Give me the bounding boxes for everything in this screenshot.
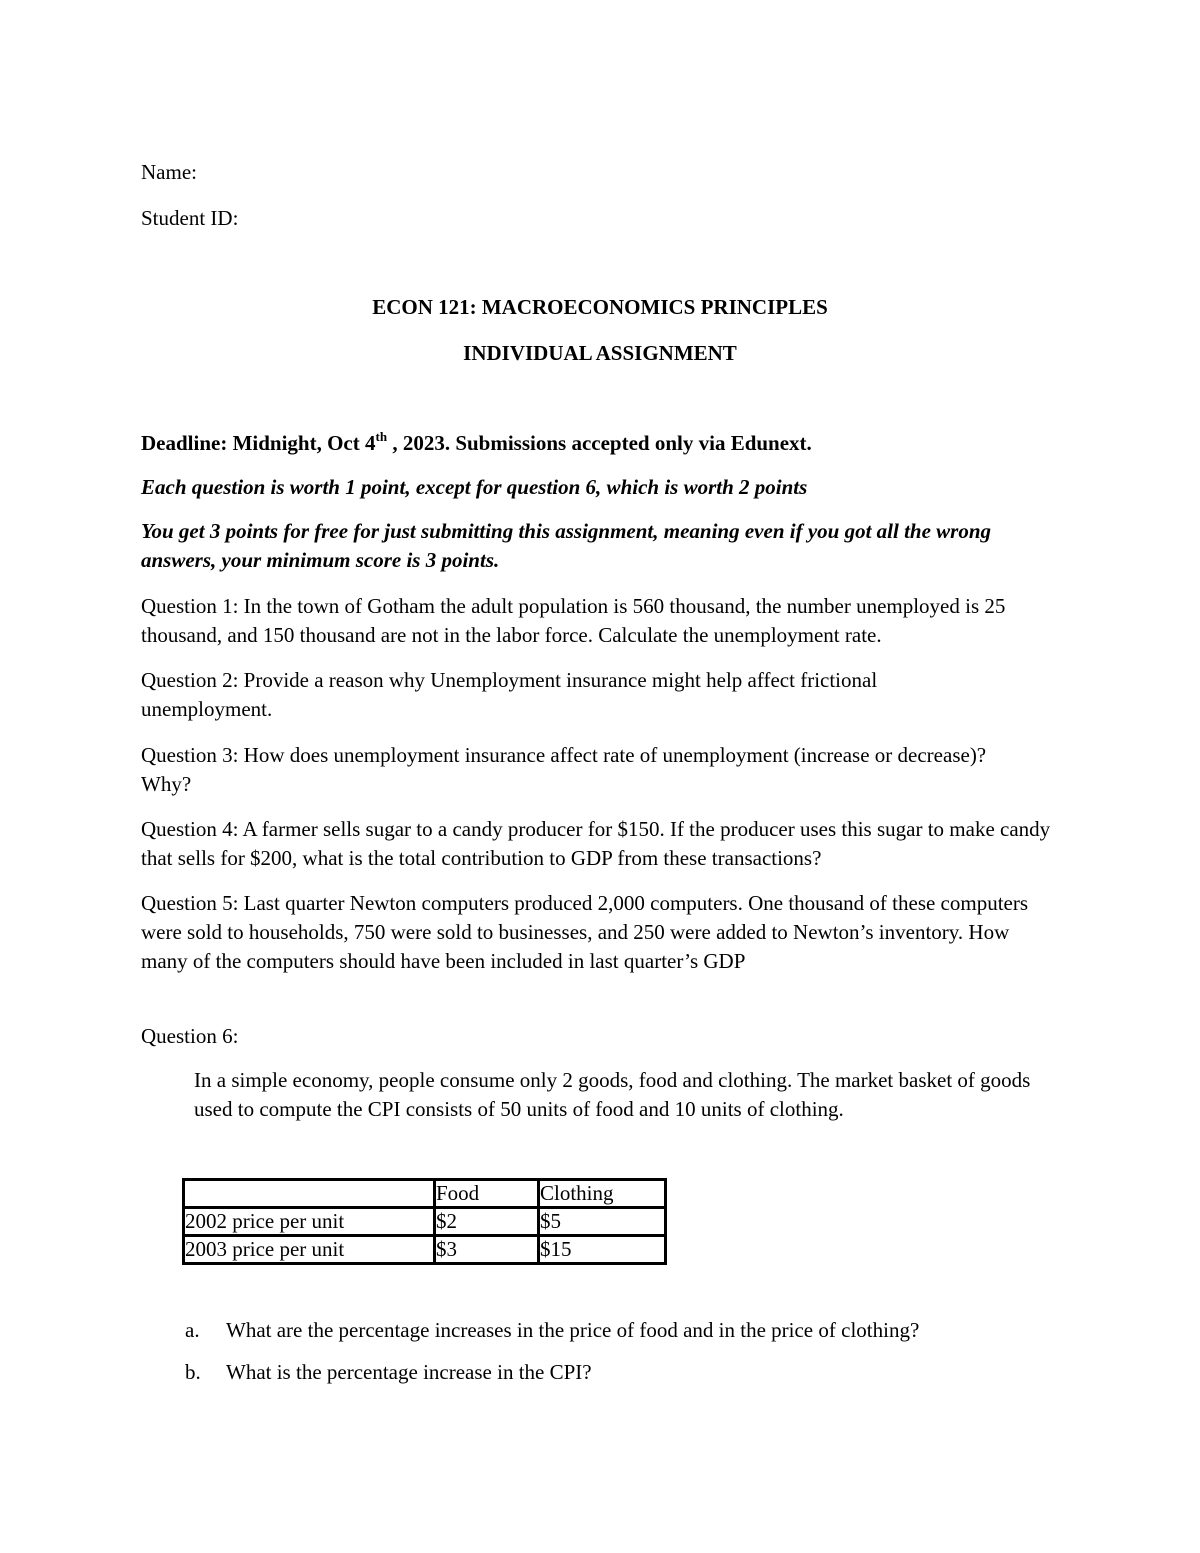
- deadline-suffix: , 2023. Submissions accepted only via Edunext.: [387, 431, 812, 455]
- table-cell: $2: [435, 1208, 539, 1236]
- sub-question-a: [185, 1316, 1085, 1345]
- student-id-label: Student ID:: [141, 206, 239, 230]
- question-2: Question 2: Provide a reason why Unemployment insurance might help affect frictional unemployment.: [141, 668, 878, 721]
- table-cell: $15: [539, 1236, 666, 1264]
- sub-question-text: What is the percentage increase in the CPI?: [226, 1360, 592, 1384]
- question-3: Question 3: How does unemployment insurance affect rate of unemployment (increase or decrease)? Why?: [141, 743, 987, 796]
- question-6: Question 6:: [141, 1024, 239, 1048]
- sub-question-letter: a.: [185, 1318, 200, 1342]
- question-1: Question 1: In the town of Gotham the adult population is 560 thousand, the number unemployed is 25 thousand, and 150 thousand are not in the labor force. Calculate the unemployment rate.: [141, 594, 1006, 647]
- name-label: Name:: [141, 160, 197, 184]
- question-4: Question 4: A farmer sells sugar to a candy producer for $150. If the producer uses this sugar to make candy that sells for $200, what is the total contribution to GDP from these transactions?: [141, 817, 1051, 870]
- course-title: ECON 121: MACROECONOMICS PRINCIPLES: [372, 295, 828, 319]
- table-header-row: [184, 1180, 666, 1208]
- points-note: Each question is worth 1 point, except for question 6, which is worth 2 points: [141, 475, 808, 499]
- free-points-note: You get 3 points for free for just submitting this assignment, meaning even if you got all the wrong answers, your minimum score is 3 points.: [141, 519, 992, 572]
- sub-question-letter: b.: [185, 1360, 201, 1384]
- table-row: [184, 1208, 666, 1236]
- table-header-cell: Food: [435, 1180, 539, 1208]
- sub-question-text: What are the percentage increases in the price of food and in the price of clothing?: [226, 1318, 920, 1342]
- table-cell: 2002 price per unit: [184, 1208, 435, 1236]
- deadline-superscript: th: [375, 429, 388, 444]
- price-table: [182, 1178, 667, 1265]
- assignment-title: INDIVIDUAL ASSIGNMENT: [463, 341, 737, 365]
- table-header-cell: [184, 1180, 435, 1208]
- table-row: [184, 1236, 666, 1264]
- table-cell: $5: [539, 1208, 666, 1236]
- table-header-cell: Clothing: [539, 1180, 666, 1208]
- sub-question-b: [185, 1358, 1085, 1387]
- table-cell: $3: [435, 1236, 539, 1264]
- deadline: [141, 429, 1071, 458]
- deadline-prefix: Deadline: Midnight, Oct 4: [141, 431, 376, 455]
- question-5: Question 5: Last quarter Newton computers produced 2,000 computers. One thousand of these computers were sold to households, 750 were sold to businesses, and 250 were added to Newton’s inventory. How many of the computers should have been included in last quarter’s GDP: [141, 891, 1029, 973]
- table-cell: 2003 price per unit: [184, 1236, 435, 1264]
- question-6-intro: In a simple economy, people consume only 2 goods, food and clothing. The market basket of goods used to compute the CPI consists of 50 units of food and 10 units of clothing.: [194, 1068, 1031, 1121]
